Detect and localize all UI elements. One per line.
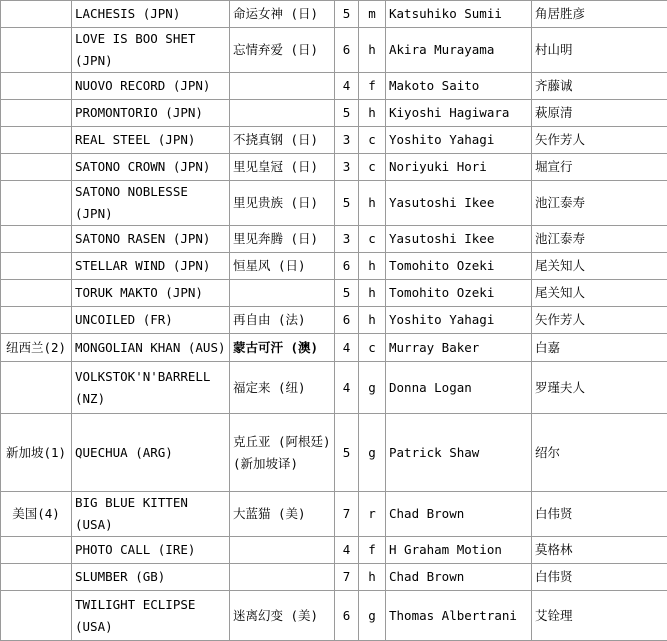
sex-cell: g bbox=[359, 362, 386, 414]
age-cell: 5 bbox=[335, 414, 359, 492]
trainer-cell: Patrick Shaw bbox=[386, 414, 532, 492]
horse-name-cell: REAL STEEL (JPN) bbox=[72, 127, 230, 154]
country-cell bbox=[1, 73, 72, 100]
horse-chinese-name-cell bbox=[230, 537, 335, 564]
trainer-chinese-cell: 绍尔 bbox=[532, 414, 667, 492]
country-cell bbox=[1, 564, 72, 591]
age-cell: 4 bbox=[335, 537, 359, 564]
age-cell: 5 bbox=[335, 1, 359, 28]
table-row bbox=[1, 1, 667, 28]
table-row bbox=[1, 564, 667, 591]
country-cell bbox=[1, 226, 72, 253]
horse-name-cell: STELLAR WIND (JPN) bbox=[72, 253, 230, 280]
age-cell: 4 bbox=[335, 73, 359, 100]
horse-chinese-name-cell bbox=[230, 100, 335, 127]
trainer-chinese-cell: 齐藤诚 bbox=[532, 73, 667, 100]
trainer-cell: Tomohito Ozeki bbox=[386, 280, 532, 307]
trainer-chinese-cell: 尾关知人 bbox=[532, 253, 667, 280]
table-row bbox=[1, 334, 667, 362]
horse-chinese-name-cell: 大蓝猫 (美) bbox=[230, 492, 335, 537]
trainer-cell: Chad Brown bbox=[386, 492, 532, 537]
horse-name-cell: BIG BLUE KITTEN (USA) bbox=[72, 492, 230, 537]
horse-name-cell: PROMONTORIO (JPN) bbox=[72, 100, 230, 127]
sex-cell: g bbox=[359, 591, 386, 641]
age-cell: 4 bbox=[335, 362, 359, 414]
sex-cell: r bbox=[359, 492, 386, 537]
country-cell bbox=[1, 154, 72, 181]
age-cell: 5 bbox=[335, 181, 359, 226]
country-cell bbox=[1, 362, 72, 414]
horse-chinese-name-cell: 克丘亚 (阿根廷) (新加坡译) bbox=[230, 414, 335, 492]
country-cell bbox=[1, 100, 72, 127]
age-cell: 5 bbox=[335, 100, 359, 127]
trainer-cell: Murray Baker bbox=[386, 334, 532, 362]
horse-chinese-name-cell: 命运女神 (日) bbox=[230, 1, 335, 28]
horse-chinese-name-cell: 再自由 (法) bbox=[230, 307, 335, 334]
horse-chinese-name-cell bbox=[230, 564, 335, 591]
trainer-cell: Donna Logan bbox=[386, 362, 532, 414]
sex-cell: c bbox=[359, 226, 386, 253]
horse-chinese-name-cell: 里见贵族 (日) bbox=[230, 181, 335, 226]
trainer-cell: Akira Murayama bbox=[386, 28, 532, 73]
horse-name-cell: MONGOLIAN KHAN (AUS) bbox=[72, 334, 230, 362]
trainer-chinese-cell: 堀宣行 bbox=[532, 154, 667, 181]
table-row bbox=[1, 127, 667, 154]
age-cell: 7 bbox=[335, 492, 359, 537]
horse-chinese-name-cell: 忘情弃爱 (日) bbox=[230, 28, 335, 73]
horse-name-cell: UNCOILED (FR) bbox=[72, 307, 230, 334]
table-row bbox=[1, 181, 667, 226]
trainer-cell: Tomohito Ozeki bbox=[386, 253, 532, 280]
table-row bbox=[1, 226, 667, 253]
sex-cell: h bbox=[359, 28, 386, 73]
sex-cell: c bbox=[359, 334, 386, 362]
country-cell bbox=[1, 280, 72, 307]
trainer-chinese-cell: 萩原清 bbox=[532, 100, 667, 127]
country-cell bbox=[1, 307, 72, 334]
table-row bbox=[1, 100, 667, 127]
trainer-chinese-cell: 白伟贤 bbox=[532, 564, 667, 591]
horse-chinese-name-cell: 蒙古可汗 (澳) bbox=[230, 334, 335, 362]
horse-chinese-name-cell: 里见皇冠 (日) bbox=[230, 154, 335, 181]
horse-name-cell: TORUK MAKTO (JPN) bbox=[72, 280, 230, 307]
trainer-chinese-cell: 矢作芳人 bbox=[532, 127, 667, 154]
trainer-cell: Yasutoshi Ikee bbox=[386, 181, 532, 226]
trainer-cell: Noriyuki Hori bbox=[386, 154, 532, 181]
country-cell bbox=[1, 253, 72, 280]
country-cell: 美国(4) bbox=[1, 492, 72, 537]
sex-cell: f bbox=[359, 537, 386, 564]
trainer-chinese-cell: 艾铨理 bbox=[532, 591, 667, 641]
age-cell: 6 bbox=[335, 253, 359, 280]
trainer-chinese-cell: 白伟贤 bbox=[532, 492, 667, 537]
age-cell: 7 bbox=[335, 564, 359, 591]
country-cell bbox=[1, 28, 72, 73]
country-cell: 纽西兰(2) bbox=[1, 334, 72, 362]
sex-cell: c bbox=[359, 127, 386, 154]
age-cell: 6 bbox=[335, 28, 359, 73]
horse-chinese-name-cell: 恒星风 (日) bbox=[230, 253, 335, 280]
sex-cell: h bbox=[359, 253, 386, 280]
country-cell bbox=[1, 127, 72, 154]
table-row bbox=[1, 28, 667, 73]
horse-name-cell: SATONO RASEN (JPN) bbox=[72, 226, 230, 253]
table-row bbox=[1, 492, 667, 537]
table-row bbox=[1, 280, 667, 307]
horse-name-cell: PHOTO CALL (IRE) bbox=[72, 537, 230, 564]
age-cell: 3 bbox=[335, 127, 359, 154]
country-cell bbox=[1, 537, 72, 564]
horse-name-cell: VOLKSTOK'N'BARRELL (NZ) bbox=[72, 362, 230, 414]
horse-name-cell: LACHESIS (JPN) bbox=[72, 1, 230, 28]
trainer-chinese-cell: 莫格林 bbox=[532, 537, 667, 564]
age-cell: 4 bbox=[335, 334, 359, 362]
trainer-cell: Katsuhiko Sumii bbox=[386, 1, 532, 28]
table-row bbox=[1, 591, 667, 641]
horse-chinese-name-cell: 迷离幻变 (美) bbox=[230, 591, 335, 641]
country-cell bbox=[1, 591, 72, 641]
horse-chinese-name-cell bbox=[230, 73, 335, 100]
horse-name-cell: NUOVO RECORD (JPN) bbox=[72, 73, 230, 100]
age-cell: 3 bbox=[335, 226, 359, 253]
horse-chinese-name-cell: 不挠真钢 (日) bbox=[230, 127, 335, 154]
age-cell: 3 bbox=[335, 154, 359, 181]
table-row bbox=[1, 73, 667, 100]
sex-cell: h bbox=[359, 181, 386, 226]
horse-name-cell: TWILIGHT ECLIPSE (USA) bbox=[72, 591, 230, 641]
sex-cell: m bbox=[359, 1, 386, 28]
horse-name-cell: LOVE IS BOO SHET (JPN) bbox=[72, 28, 230, 73]
trainer-chinese-cell: 白嘉 bbox=[532, 334, 667, 362]
trainer-cell: Kiyoshi Hagiwara bbox=[386, 100, 532, 127]
horse-name-cell: QUECHUA (ARG) bbox=[72, 414, 230, 492]
trainer-chinese-cell: 村山明 bbox=[532, 28, 667, 73]
table-row bbox=[1, 253, 667, 280]
age-cell: 6 bbox=[335, 591, 359, 641]
table-row bbox=[1, 537, 667, 564]
trainer-chinese-cell: 罗瑾夫人 bbox=[532, 362, 667, 414]
sex-cell: h bbox=[359, 280, 386, 307]
table-row bbox=[1, 414, 667, 492]
age-cell: 6 bbox=[335, 307, 359, 334]
trainer-cell: H Graham Motion bbox=[386, 537, 532, 564]
trainer-cell: Yoshito Yahagi bbox=[386, 307, 532, 334]
country-cell: 新加坡(1) bbox=[1, 414, 72, 492]
trainer-cell: Chad Brown bbox=[386, 564, 532, 591]
horse-name-cell: SLUMBER (GB) bbox=[72, 564, 230, 591]
horse-name-cell: SATONO CROWN (JPN) bbox=[72, 154, 230, 181]
trainer-chinese-cell: 池江泰寿 bbox=[532, 226, 667, 253]
country-cell bbox=[1, 181, 72, 226]
trainer-chinese-cell: 池江泰寿 bbox=[532, 181, 667, 226]
horse-name-cell: SATONO NOBLESSE (JPN) bbox=[72, 181, 230, 226]
horse-chinese-name-cell bbox=[230, 280, 335, 307]
sex-cell: h bbox=[359, 100, 386, 127]
sex-cell: f bbox=[359, 73, 386, 100]
trainer-cell: Thomas Albertrani bbox=[386, 591, 532, 641]
sex-cell: c bbox=[359, 154, 386, 181]
trainer-chinese-cell: 角居胜彦 bbox=[532, 1, 667, 28]
trainer-chinese-cell: 尾关知人 bbox=[532, 280, 667, 307]
table-row bbox=[1, 362, 667, 414]
age-cell: 5 bbox=[335, 280, 359, 307]
trainer-cell: Yoshito Yahagi bbox=[386, 127, 532, 154]
sex-cell: h bbox=[359, 307, 386, 334]
table-row bbox=[1, 154, 667, 181]
sex-cell: g bbox=[359, 414, 386, 492]
country-cell bbox=[1, 1, 72, 28]
trainer-chinese-cell: 矢作芳人 bbox=[532, 307, 667, 334]
trainer-cell: Makoto Saito bbox=[386, 73, 532, 100]
table-row bbox=[1, 307, 667, 334]
horse-chinese-name-cell: 里见奔腾 (日) bbox=[230, 226, 335, 253]
sex-cell: h bbox=[359, 564, 386, 591]
horse-chinese-name-cell: 福定来 (纽) bbox=[230, 362, 335, 414]
trainer-cell: Yasutoshi Ikee bbox=[386, 226, 532, 253]
